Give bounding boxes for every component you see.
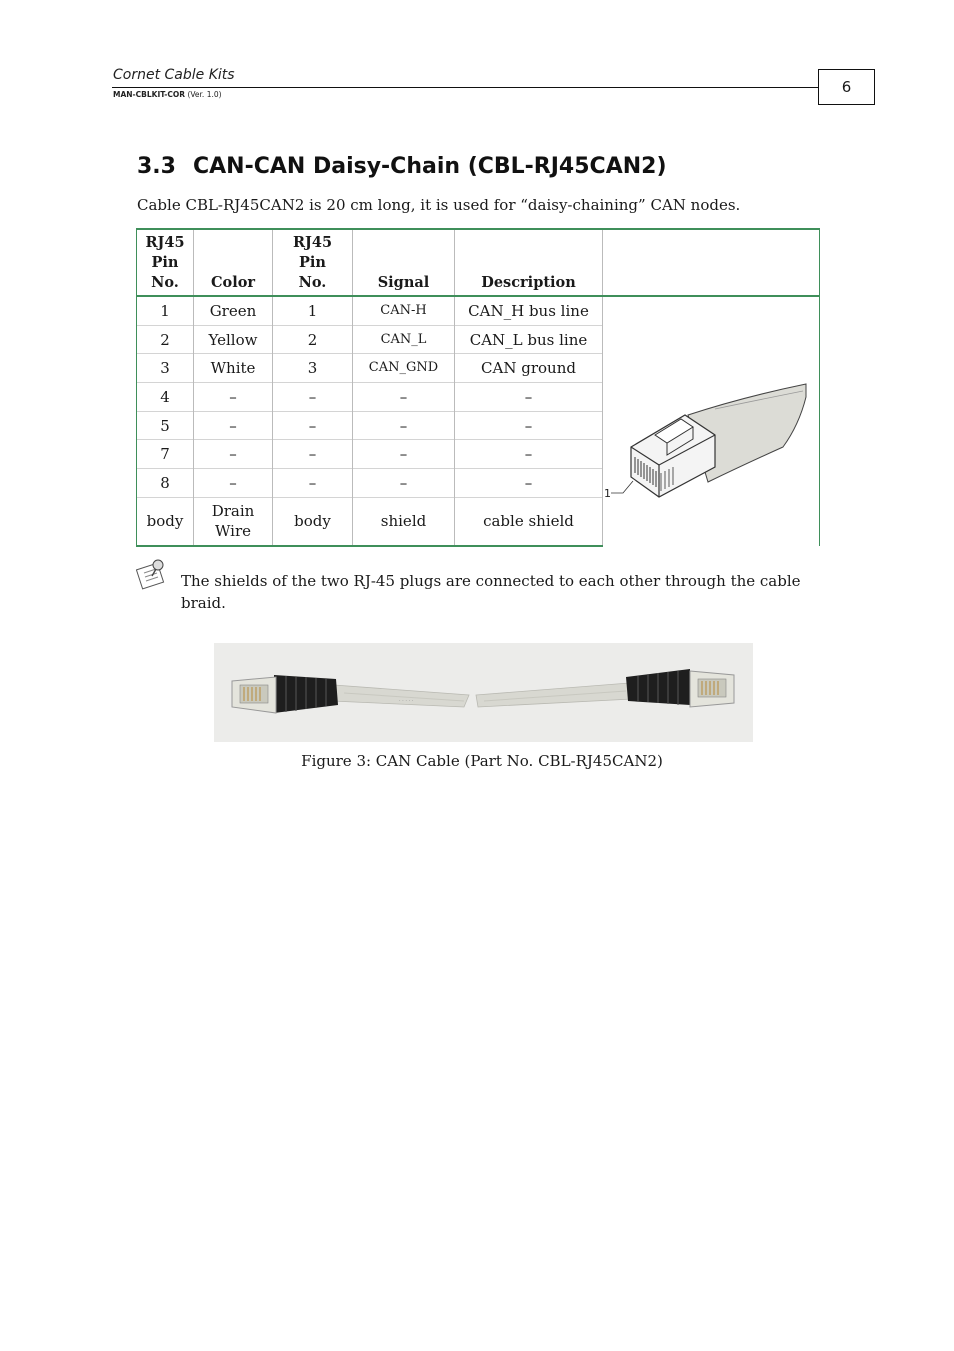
page-number: 6 (818, 69, 875, 105)
cell-color: Yellow (194, 325, 273, 354)
cell-pin2: – (273, 469, 353, 498)
cell-pin1: 8 (137, 469, 194, 498)
intro-paragraph: Cable CBL-RJ45CAN2 is 20 cm long, it is used for “daisy-chaining” CAN nodes. (137, 196, 741, 214)
cell-pin2: 1 (273, 296, 353, 325)
cell-description: – (455, 469, 603, 498)
cell-pin2: – (273, 440, 353, 469)
cell-color: – (194, 383, 273, 412)
cell-description: – (455, 383, 603, 412)
cell-signal: CAN_GND (353, 354, 455, 383)
rj45-connector-icon (603, 297, 820, 541)
cell-pin1: 4 (137, 383, 194, 412)
note-text: The shields of the two RJ-45 plugs are connected to each other through the cable braid. (181, 572, 801, 612)
cell-pin2: 2 (273, 325, 353, 354)
cell-pin1: 5 (137, 411, 194, 440)
connector-pin-label: 1 (604, 487, 611, 500)
cell-color: Drain Wire (194, 497, 273, 546)
cell-signal: CAN_L (353, 325, 455, 354)
cell-description: – (455, 411, 603, 440)
cable-photo (214, 643, 753, 742)
cell-signal: shield (353, 497, 455, 546)
figure-caption: Figure 3: CAN Cable (Part No. CBL-RJ45CAN2) (301, 752, 663, 770)
cell-signal: CAN-H (353, 296, 455, 325)
header-pin-2: RJ45 Pin No. (273, 229, 353, 296)
header-signal: Signal (353, 229, 455, 296)
document-code (113, 90, 222, 99)
connector-illustration (603, 296, 820, 546)
header-image (603, 229, 820, 296)
section-title-text: CAN-CAN Daisy-Chain (CBL-RJ45CAN2) (193, 154, 667, 179)
cell-description: CAN_L bus line (455, 325, 603, 354)
cell-description: CAN_H bus line (455, 296, 603, 325)
cell-pin2: body (273, 497, 353, 546)
document-title: Cornet Cable Kits (113, 67, 235, 83)
table-row (137, 296, 820, 325)
pinout-table (136, 228, 820, 547)
cell-pin2: 3 (273, 354, 353, 383)
cell-pin2: – (273, 411, 353, 440)
document-code-text: MAN-CBLKIT-COR (113, 90, 186, 99)
cell-color: White (194, 354, 273, 383)
cell-pin1: 2 (137, 325, 194, 354)
cell-signal: – (353, 440, 455, 469)
svg-text:. . . . .: . . . . . (399, 697, 414, 703)
header-pin-1: RJ45 Pin No. (137, 229, 194, 296)
header-color: Color (194, 229, 273, 296)
cell-color: – (194, 469, 273, 498)
header-rule (112, 87, 819, 88)
table-header-row (137, 229, 820, 296)
cell-color: – (194, 440, 273, 469)
cell-signal: – (353, 383, 455, 412)
note-pin-icon (136, 557, 170, 591)
cell-pin1: 1 (137, 296, 194, 325)
section-title (137, 154, 667, 179)
cell-description: CAN ground (455, 354, 603, 383)
cell-description: – (455, 440, 603, 469)
header-description: Description (455, 229, 603, 296)
section-number: 3.3 (137, 154, 176, 179)
cell-signal: – (353, 469, 455, 498)
cell-pin2: – (273, 383, 353, 412)
cell-pin1: body (137, 497, 194, 546)
cell-pin1: 3 (137, 354, 194, 383)
cell-color: Green (194, 296, 273, 325)
cell-color: – (194, 411, 273, 440)
cell-signal: – (353, 411, 455, 440)
cell-description: cable shield (455, 497, 603, 546)
cell-pin1: 7 (137, 440, 194, 469)
document-version: (Ver. 1.0) (187, 90, 222, 99)
